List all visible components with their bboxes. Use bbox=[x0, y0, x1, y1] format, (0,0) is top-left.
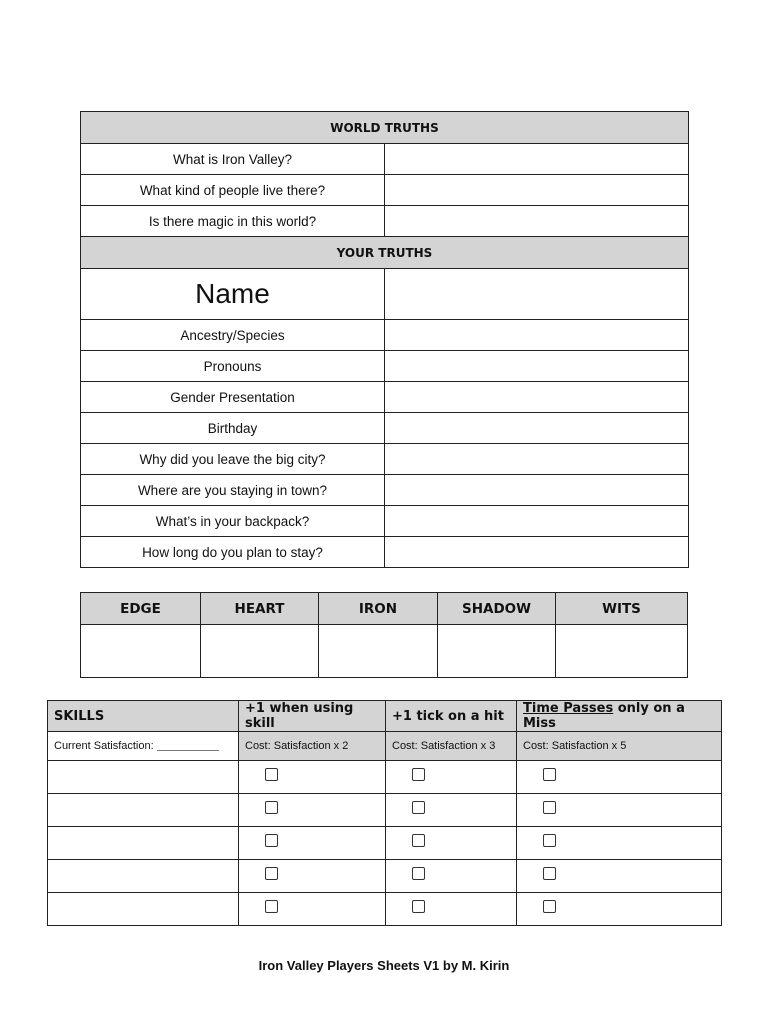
skill-row bbox=[48, 794, 722, 827]
name-label: Name bbox=[81, 269, 385, 320]
your-truth-row bbox=[81, 537, 689, 568]
skill-bonus-cell bbox=[239, 893, 386, 926]
your-truths-header-row bbox=[81, 237, 689, 269]
current-satisfaction-label: Current Satisfaction: bbox=[54, 740, 154, 752]
skill-tick-checkbox[interactable] bbox=[412, 801, 425, 814]
skill-time-checkbox[interactable] bbox=[543, 900, 556, 913]
stat-shadow-field[interactable] bbox=[438, 625, 556, 678]
world-truth-answer-field[interactable] bbox=[385, 206, 689, 237]
current-satisfaction-cell bbox=[48, 732, 239, 761]
skill-bonus-checkbox[interactable] bbox=[265, 834, 278, 847]
your-truth-row bbox=[81, 444, 689, 475]
skill-time-checkbox[interactable] bbox=[543, 867, 556, 880]
skill-row bbox=[48, 860, 722, 893]
skill-time-checkbox[interactable] bbox=[543, 768, 556, 781]
stat-edge-field[interactable] bbox=[81, 625, 201, 678]
skill-name-field[interactable] bbox=[48, 794, 239, 827]
your-truth-question: Why did you leave the big city? bbox=[81, 444, 385, 475]
skill-time-cell bbox=[517, 761, 722, 794]
current-satisfaction-field[interactable] bbox=[157, 750, 219, 751]
your-truth-answer-field[interactable] bbox=[385, 475, 689, 506]
cost-col2: Cost: Satisfaction x 2 bbox=[239, 732, 386, 761]
world-truth-row bbox=[81, 206, 689, 237]
skill-bonus-checkbox[interactable] bbox=[265, 801, 278, 814]
skills-table bbox=[47, 700, 722, 926]
your-truth-question: How long do you plan to stay? bbox=[81, 537, 385, 568]
world-truth-answer-field[interactable] bbox=[385, 144, 689, 175]
world-truth-row bbox=[81, 144, 689, 175]
your-truth-answer-field[interactable] bbox=[385, 320, 689, 351]
skill-bonus-cell bbox=[239, 827, 386, 860]
skill-tick-cell bbox=[386, 761, 517, 794]
footer-credit: Iron Valley Players Sheets V1 by M. Kirin bbox=[258, 958, 510, 973]
world-truth-question: Is there magic in this world? bbox=[81, 206, 385, 237]
stats-value-row bbox=[81, 625, 688, 678]
skill-bonus-header: +1 when using skill bbox=[239, 701, 386, 732]
skill-tick-cell bbox=[386, 794, 517, 827]
your-truth-answer-field[interactable] bbox=[385, 444, 689, 475]
your-truth-question: Gender Presentation bbox=[81, 382, 385, 413]
truths-table bbox=[80, 111, 689, 568]
skill-tick-checkbox[interactable] bbox=[412, 867, 425, 880]
skill-bonus-checkbox[interactable] bbox=[265, 867, 278, 880]
your-truth-row bbox=[81, 382, 689, 413]
skill-bonus-cell bbox=[239, 794, 386, 827]
your-truth-question: Where are you staying in town? bbox=[81, 475, 385, 506]
your-truth-answer-field[interactable] bbox=[385, 537, 689, 568]
your-truth-row bbox=[81, 351, 689, 382]
skill-time-cell bbox=[517, 794, 722, 827]
skill-time-passes-header bbox=[517, 701, 722, 732]
skill-name-field[interactable] bbox=[48, 827, 239, 860]
world-truth-question: What is Iron Valley? bbox=[81, 144, 385, 175]
your-truth-row bbox=[81, 506, 689, 537]
skill-name-field[interactable] bbox=[48, 761, 239, 794]
skill-time-checkbox[interactable] bbox=[543, 801, 556, 814]
skill-tick-checkbox[interactable] bbox=[412, 900, 425, 913]
stat-iron-label: IRON bbox=[319, 593, 438, 625]
skill-tick-cell bbox=[386, 893, 517, 926]
skill-name-field[interactable] bbox=[48, 893, 239, 926]
name-row bbox=[81, 269, 689, 320]
skill-bonus-cell bbox=[239, 860, 386, 893]
your-truth-row bbox=[81, 320, 689, 351]
stats-header-row bbox=[81, 593, 688, 625]
skill-name-field[interactable] bbox=[48, 860, 239, 893]
skill-time-cell bbox=[517, 893, 722, 926]
name-field[interactable] bbox=[385, 269, 689, 320]
your-truths-header: YOUR TRUTHS bbox=[81, 237, 689, 269]
world-truth-answer-field[interactable] bbox=[385, 175, 689, 206]
stat-heart-label: HEART bbox=[201, 593, 319, 625]
skills-header-row bbox=[48, 701, 722, 732]
skill-row bbox=[48, 761, 722, 794]
world-truth-question: What kind of people live there? bbox=[81, 175, 385, 206]
your-truth-question: Pronouns bbox=[81, 351, 385, 382]
skill-bonus-checkbox[interactable] bbox=[265, 768, 278, 781]
your-truth-answer-field[interactable] bbox=[385, 351, 689, 382]
your-truth-question: Birthday bbox=[81, 413, 385, 444]
stat-wits-field[interactable] bbox=[556, 625, 688, 678]
world-truth-row bbox=[81, 175, 689, 206]
skill-bonus-cell bbox=[239, 761, 386, 794]
your-truth-question: What’s in your backpack? bbox=[81, 506, 385, 537]
skill-row bbox=[48, 827, 722, 860]
skill-time-checkbox[interactable] bbox=[543, 834, 556, 847]
skill-tick-checkbox[interactable] bbox=[412, 768, 425, 781]
your-truth-answer-field[interactable] bbox=[385, 413, 689, 444]
stat-iron-field[interactable] bbox=[319, 625, 438, 678]
world-truths-header: WORLD TRUTHS bbox=[81, 112, 689, 144]
stats-table bbox=[80, 592, 688, 678]
your-truth-answer-field[interactable] bbox=[385, 506, 689, 537]
stat-wits-label: WITS bbox=[556, 593, 688, 625]
skill-row bbox=[48, 893, 722, 926]
stat-edge-label: EDGE bbox=[81, 593, 201, 625]
skill-tick-cell bbox=[386, 827, 517, 860]
your-truth-answer-field[interactable] bbox=[385, 382, 689, 413]
time-passes-underlined: Time Passes bbox=[523, 701, 614, 716]
stat-shadow-label: SHADOW bbox=[438, 593, 556, 625]
time-passes-rest: only on a Miss bbox=[523, 701, 685, 731]
your-truth-question: Ancestry/Species bbox=[81, 320, 385, 351]
skills-header: SKILLS bbox=[48, 701, 239, 732]
skills-cost-row bbox=[48, 732, 722, 761]
cost-col4: Cost: Satisfaction x 5 bbox=[517, 732, 722, 761]
cost-col3: Cost: Satisfaction x 3 bbox=[386, 732, 517, 761]
skill-tick-checkbox[interactable] bbox=[412, 834, 425, 847]
your-truth-row bbox=[81, 475, 689, 506]
skill-time-cell bbox=[517, 860, 722, 893]
skill-tick-header: +1 tick on a hit bbox=[386, 701, 517, 732]
skill-time-cell bbox=[517, 827, 722, 860]
skill-bonus-checkbox[interactable] bbox=[265, 900, 278, 913]
stat-heart-field[interactable] bbox=[201, 625, 319, 678]
your-truth-row bbox=[81, 413, 689, 444]
skill-tick-cell bbox=[386, 860, 517, 893]
world-truths-header-row bbox=[81, 112, 689, 144]
